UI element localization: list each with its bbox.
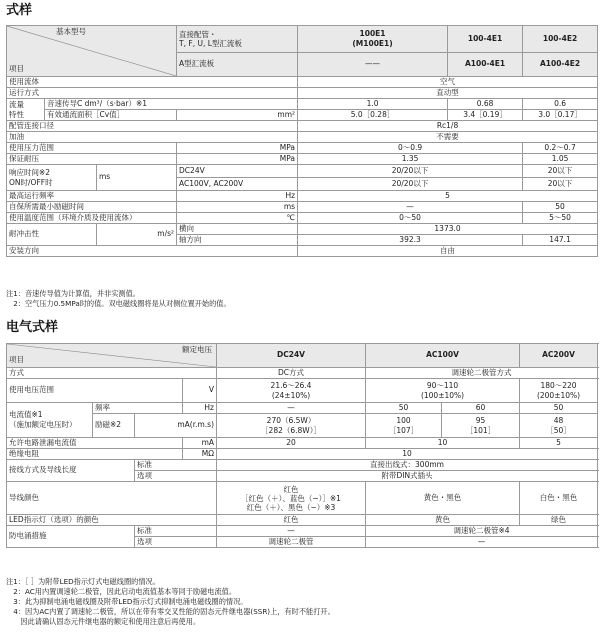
note: 注1：［ ］为附带LED指示灯式电磁线圈的情况。	[6, 577, 160, 586]
header-corner	[7, 26, 177, 77]
insulation-unit: MΩ	[183, 449, 217, 460]
hold-value: —	[298, 202, 523, 213]
shock-axial: 轴方向	[177, 235, 298, 246]
insulation-label: 绝缘电阻	[7, 449, 183, 460]
wire-std-value: 直接出线式：300mm	[217, 460, 598, 471]
lead-ac100: 黄色・黑色	[366, 482, 520, 515]
excitation-value: 95 ［101］	[442, 414, 520, 438]
header-manifold: A型汇流板	[177, 53, 298, 77]
excitation-dc: 270（6.5W） ［282（6.8W）］	[217, 414, 366, 438]
shock-unit: m/s²	[97, 224, 177, 246]
port-label: 配管连接口径	[7, 121, 298, 132]
fluid-label: 使用流体	[7, 77, 298, 88]
pressure-label: 使用压力范围	[7, 143, 177, 154]
lube-label: 加油	[7, 132, 298, 143]
electrical-table	[6, 343, 598, 548]
pressure-value: 0～0.9	[298, 143, 523, 154]
frequency-unit: Hz	[177, 191, 298, 202]
electrical-title: 电气式样	[6, 320, 59, 335]
lead-ac200: 白色・黑色	[520, 482, 598, 515]
excitation-value: 48 ［50］	[520, 414, 598, 438]
flow-label: 流量 特性	[7, 99, 45, 121]
sonic-value: 1.0	[298, 99, 448, 110]
range-label: 使用电压范围	[7, 379, 183, 403]
proof-value: 1.35	[298, 154, 523, 165]
hold-label: 自保所需最小励磁时间	[7, 202, 177, 213]
temperature-label: 使用温度范围（环境介质及使用流体）	[7, 213, 177, 224]
response-ac: AC100V, AC200V	[177, 178, 298, 191]
surge-std-dc: —	[217, 526, 366, 537]
electrical-notes	[6, 577, 597, 627]
temperature-value: 0～50	[298, 213, 523, 224]
mode-dc: DC方式	[217, 368, 366, 379]
cv-value: 3.0［0.17］	[523, 110, 598, 121]
response-ac-value: 20/20以下	[298, 178, 523, 191]
shock-label: 耐冲击性	[7, 224, 97, 246]
freq-value: 60	[442, 403, 520, 414]
proof-value: 1.05	[523, 154, 598, 165]
manifold-a3: A100-4E2	[523, 53, 598, 77]
shock-transverse: 横向	[177, 224, 298, 235]
operation-label: 运行方式	[7, 88, 298, 99]
spec-title: 式样	[6, 3, 33, 18]
note: 3：此为抑制电涌电磁线圈及附带LED指示灯式抑制电涌电磁线圈的情况。	[6, 597, 248, 606]
leak-unit: mA	[183, 438, 217, 449]
surge-std-ac: 调速轮二极管※4	[366, 526, 598, 537]
header-base-model: 基本型号	[56, 27, 86, 36]
range-dc: 21.6～26.4 (24±10%)	[217, 379, 366, 403]
hold-unit: ms	[177, 202, 298, 213]
header-item: 项目	[9, 64, 24, 74]
hold-value: 50	[523, 202, 598, 213]
mount-label: 安装方向	[7, 246, 298, 257]
leak-ac200: 5	[520, 438, 598, 449]
freq-label: 频率	[93, 403, 183, 414]
freq-unit: Hz	[183, 403, 217, 414]
led-label: LED指示灯（选项）的颜色	[7, 515, 217, 526]
response-label: 响应时间※2 ON时/OFF时	[7, 165, 97, 191]
sonic-value: 0.6	[523, 99, 598, 110]
manifold-a1: ——	[298, 53, 448, 77]
proof-label: 保证耐压	[7, 154, 177, 165]
response-dc-value: 20以下	[523, 165, 598, 178]
led-dc: 红色	[217, 515, 366, 526]
lead-dc: 红色 ［红色（＋）、蓝色（−）］※1 红色（＋）、黑色（−）※3	[217, 482, 366, 515]
insulation-value: 10	[217, 449, 598, 460]
wire-std: 标准	[135, 460, 217, 471]
excitation-value: 100 ［107］	[366, 414, 442, 438]
leak-label: 允许电路泄漏电流值	[7, 438, 183, 449]
surge-label: 防电涌措施	[7, 526, 135, 548]
current-label: 电流值※1 （施加额定电压时）	[7, 403, 93, 438]
fluid-value: 空气	[298, 77, 598, 88]
voltage-ac100: AC100V	[366, 344, 520, 368]
header-item: 项目	[9, 355, 24, 365]
response-dc: DC24V	[177, 165, 298, 178]
model-100-4E2: 100-4E2	[523, 26, 598, 53]
pressure-value: 0.2～0.7	[523, 143, 598, 154]
cv-value: 5.0［0.28］	[298, 110, 448, 121]
mount-value: 自由	[298, 246, 598, 257]
header-piping: 直接配管・ T, F, U, L型汇流板	[177, 26, 298, 53]
sonic-value: 0.68	[448, 99, 523, 110]
sonic-label: 音速传导C dm³/（s·bar）※1	[45, 99, 298, 110]
note: 2：AC用内置调速轮二极管，因此启动电流值基本等同于励磁电流值。	[6, 587, 237, 596]
wire-opt-value: 附带DIN式插头	[217, 471, 598, 482]
shock-axial-value: 392.3	[298, 235, 523, 246]
manifold-a2: A100-4E1	[448, 53, 523, 77]
temperature-unit: ℃	[177, 213, 298, 224]
range-ac200: 180～220 (200±10%)	[520, 379, 598, 403]
temperature-value: 5～50	[523, 213, 598, 224]
model-100E1: 100E1 (M100E1)	[298, 26, 448, 53]
proof-unit: MPa	[177, 154, 298, 165]
note: 2：空气压力0.5MPa时的值。双电磁线圈将是从对侧位置开始的值。	[6, 299, 231, 308]
leak-dc: 20	[217, 438, 366, 449]
freq-value: 50	[366, 403, 442, 414]
cv-label: 有效通流面积［Cv值］	[45, 110, 177, 121]
wire-label: 接线方式及导线长度	[7, 460, 135, 482]
lead-label: 导线颜色	[7, 482, 217, 515]
freq-value: 50	[520, 403, 598, 414]
excitation-unit: mA(r.m.s)	[135, 414, 217, 438]
note: 注1：音速传导值为计算值，并非实测值。	[6, 289, 140, 298]
header-rated-voltage: 额定电压	[182, 345, 212, 354]
shock-axial-value: 147.1	[523, 235, 598, 246]
pressure-unit: MPa	[177, 143, 298, 154]
spec-notes	[6, 289, 597, 309]
surge-opt-dc: 调速轮二极管	[217, 537, 366, 548]
voltage-dc24: DC24V	[217, 344, 366, 368]
frequency-label: 最高运行频率	[7, 191, 177, 202]
wire-opt: 选项	[135, 471, 217, 482]
range-unit: V	[183, 379, 217, 403]
cv-unit: mm²	[177, 110, 298, 121]
operation-value: 直动型	[298, 88, 598, 99]
led-ac200: 绿色	[520, 515, 598, 526]
header-corner	[7, 344, 217, 368]
leak-ac100: 10	[366, 438, 520, 449]
note: 因此请确认固态元件继电器的额定和使用注意后再使用。	[6, 617, 201, 626]
mode-label: 方式	[7, 368, 217, 379]
lube-value: 不需要	[298, 132, 598, 143]
surge-opt: 选项	[135, 537, 217, 548]
response-ac-value: 20以下	[523, 178, 598, 191]
surge-opt-ac: —	[366, 537, 598, 548]
voltage-ac200: AC200V	[520, 344, 598, 368]
shock-transverse-value: 1373.0	[298, 224, 598, 235]
note: 4：因为AC内置了调速轮二极管，所以在带有零交叉性能的固态元件继电器(SSR)上，有时不能打开。	[6, 607, 335, 616]
response-dc-value: 20/20以下	[298, 165, 523, 178]
response-unit: ms	[97, 165, 177, 191]
led-ac100: 黄色	[366, 515, 520, 526]
excitation-label: 励磁※2	[93, 414, 135, 438]
mode-ac: 调速轮二极管方式	[366, 368, 598, 379]
surge-std: 标准	[135, 526, 217, 537]
frequency-value: 5	[298, 191, 598, 202]
range-ac100: 90～110 (100±10%)	[366, 379, 520, 403]
spec-table	[6, 25, 598, 257]
port-value: Rc1/8	[298, 121, 598, 132]
cv-value: 3.4［0.19］	[448, 110, 523, 121]
model-100-4E1: 100-4E1	[448, 26, 523, 53]
freq-value: —	[217, 403, 366, 414]
